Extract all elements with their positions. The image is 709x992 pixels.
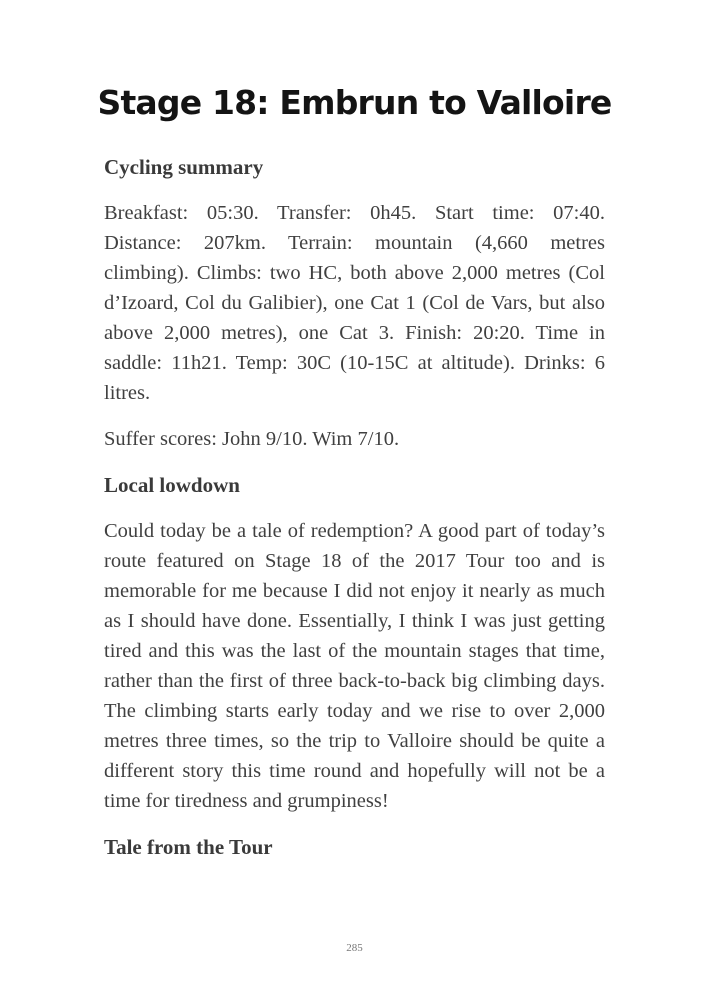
page-title: Stage 18: Embrun to Valloire [97, 83, 612, 122]
suffer-scores-paragraph: Suffer scores: John 9/10. Wim 7/10. [104, 428, 400, 450]
section-heading-tale-from-the-tour: Tale from the Tour [104, 835, 273, 859]
local-lowdown-paragraph: Could today be a tale of redemption? A good part of today’s route featured on Stage 18 of the 2017 Tour too and is memorable for me because I did not enjoy it nearly as much as I should have done. Essentially, I think I was just getting tired and this was the last of the mountain stages that time, rather than the first of three back-to-back big climbing days. The climbing starts early today and we rise to over 2,000 metres three times, so the trip to Valloire should be quite a different story this time round and hopefully will not be a time for tiredness and grumpiness! [104, 520, 605, 812]
page-number: 285 [346, 942, 363, 954]
page-body [104, 152, 605, 878]
cycling-summary-paragraph: Breakfast: 05:30. Transfer: 0h45. Start time: 07:40. Distance: 207km. Terrain: mountain (4,660 metres climbing). Climbs: two HC, both above 2,000 metres (Col d’Izoard, Col du Galibier), one Cat 1 (Col de Vars, but also above 2,000 metres), one Cat 3. Finish: 20:20. Time in saddle: 11h21. Temp: 30C (10-15C at altitude). Drinks: 6 litres. [104, 202, 605, 404]
section-heading-cycling-summary: Cycling summary [104, 155, 264, 179]
section-heading-local-lowdown: Local lowdown [104, 473, 240, 497]
